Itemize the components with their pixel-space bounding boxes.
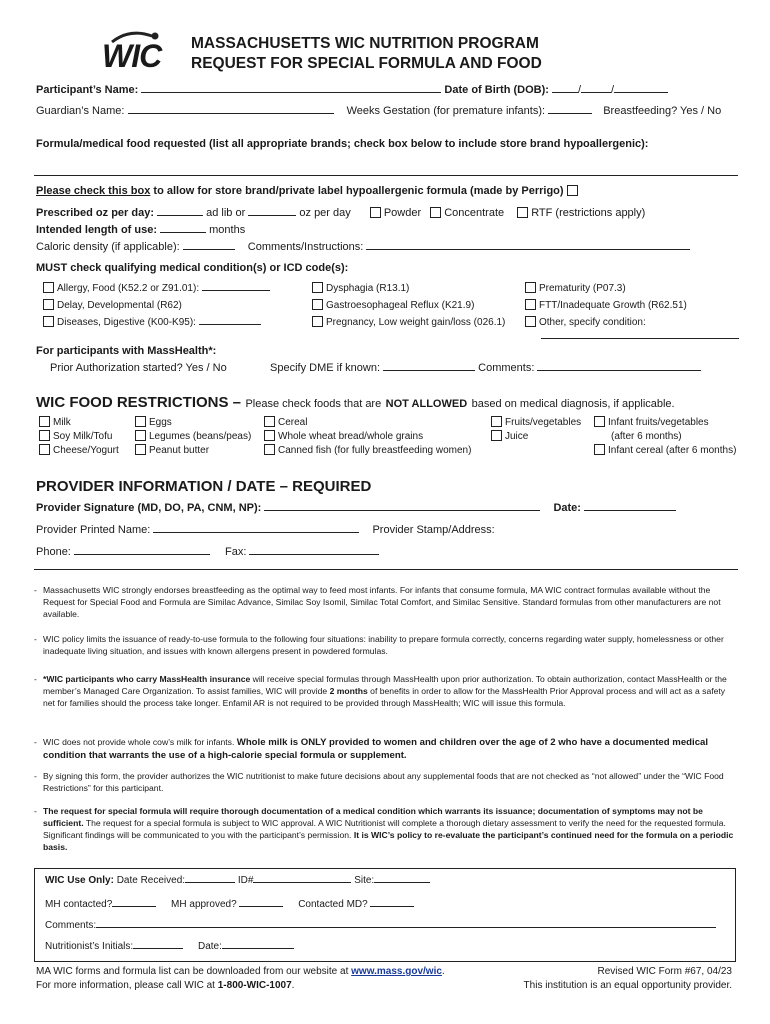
rtf-label: RTF (restrictions apply): [531, 207, 646, 219]
restriction-item: [135, 416, 251, 430]
condition-item: [312, 314, 505, 331]
provider-date-label: Date:: [553, 502, 581, 514]
restriction-checkbox[interactable]: [39, 444, 50, 455]
restriction-checkbox[interactable]: [39, 416, 50, 427]
restriction-label: Legumes (beans/peas): [149, 431, 252, 442]
store-brand-underlined: Please check this box: [36, 185, 151, 197]
comments-instructions-label: Comments/Instructions:: [247, 241, 364, 253]
fax-field[interactable]: [249, 553, 379, 555]
wic-website-link[interactable]: www.mass.gov/wic: [351, 966, 442, 977]
dme-field[interactable]: [383, 369, 475, 371]
mh-contacted-label: MH contacted?: [45, 899, 113, 910]
participant-row: [36, 84, 668, 96]
provider-signature-row: [36, 502, 676, 514]
restriction-label: Whole wheat bread/whole grains: [278, 431, 424, 442]
condition-label: FTT/Inadequate Growth (R62.51): [539, 300, 687, 311]
footer-period: .: [441, 966, 445, 977]
provider-phone-row: [36, 546, 379, 558]
id-field[interactable]: [253, 881, 351, 883]
restrictions-col4: [491, 416, 581, 444]
formula-requested-label: Formula/medical food requested (list all appropriate brands; check box below to include store brand hypoallergenic):: [36, 138, 649, 150]
restriction-label: Cheese/Yogurt: [53, 445, 119, 456]
store-brand-text: to allow for store brand/private label hypoallergenic formula (made by Perrigo): [153, 185, 564, 197]
provider-printed-row: [36, 524, 495, 536]
breastfeeding-question[interactable]: Breastfeeding? Yes / No: [603, 105, 722, 117]
condition-item: [525, 314, 687, 331]
wic-date-field[interactable]: [222, 947, 294, 949]
restriction-item: [594, 416, 736, 430]
masshealth-comments-label: Comments:: [478, 362, 535, 374]
restriction-checkbox[interactable]: [491, 416, 502, 427]
guardian-name-label: Guardian’s Name:: [36, 105, 125, 117]
conditions-col2: [312, 280, 505, 331]
restriction-item-subtext: [594, 430, 736, 444]
condition-item: [43, 297, 270, 314]
condition-label: Delay, Developmental (R62): [57, 300, 182, 311]
caloric-density-label: Caloric density (if applicable):: [36, 241, 180, 253]
conditions-col1: [43, 280, 270, 331]
digestive-field[interactable]: [199, 323, 261, 325]
wic-logo: [100, 26, 166, 72]
mh-contacted-field[interactable]: [112, 905, 156, 907]
provider-printed-field[interactable]: [153, 531, 359, 533]
note-text: WIC does not provide whole cow’s milk for infants.: [43, 737, 235, 747]
restriction-checkbox[interactable]: [491, 430, 502, 441]
note-rtf-policy: - WIC policy limits the issuance of ready-to-use formula to the following four situations: inability to prepare formula correctly, concerns regarding water supply, homelessness or other inadequate living situation, and issues with known allergens present in powdered formulas.: [34, 633, 734, 657]
note-text: The request for a special formula is subject to WIC approval. A WIC Nutritionist will complete a thorough dietary assessment to verify the need for the requested formula. Significant findings will be communicated to you with the participant’s permission.: [43, 818, 726, 840]
restriction-item: [491, 416, 581, 430]
wic-comments-label: Comments:: [45, 920, 97, 931]
condition-item: [525, 297, 687, 314]
condition-label: Other, specify condition:: [539, 317, 646, 328]
dob-day-field[interactable]: [581, 91, 611, 93]
intended-length-row: [36, 224, 245, 236]
condition-label: Diseases, Digestive (K00-K95):: [57, 317, 196, 328]
concentrate-checkbox[interactable]: [430, 207, 441, 218]
guardian-name-field[interactable]: [128, 112, 334, 114]
restriction-checkbox[interactable]: [135, 430, 146, 441]
restriction-label: Peanut butter: [149, 445, 210, 456]
restriction-label: Cereal: [278, 417, 308, 428]
formula-requested-field[interactable]: [34, 175, 738, 176]
note-bold: The request for special formula will require thorough documentation of a medical condition which warrants its issuance; documentation of symptoms may not be sufficient.: [43, 806, 703, 828]
condition-item: [312, 297, 505, 314]
condition-checkbox[interactable]: [525, 316, 536, 327]
ad-lib-field[interactable]: [157, 214, 203, 216]
initials-label: Nutritionist’s Initials:: [45, 941, 134, 952]
participant-name-label: Participant’s Name:: [36, 84, 139, 96]
restrictions-col1: [39, 416, 119, 458]
note-text: will receive special formulas through MassHealth upon prior authorization. To obtain authorization, contact MassHealth or the member’s Managed Care Organization. To assist families, WIC will provide: [43, 674, 727, 696]
condition-checkbox[interactable]: [525, 282, 536, 293]
months-label: months: [209, 224, 246, 236]
restriction-checkbox[interactable]: [135, 416, 146, 427]
logo-text: WIC: [102, 38, 162, 74]
id-label: ID#: [237, 875, 254, 886]
caloric-density-field[interactable]: [183, 248, 235, 250]
rtf-checkbox[interactable]: [517, 207, 528, 218]
oz-per-day-field[interactable]: [248, 214, 296, 216]
restriction-item: [135, 430, 251, 444]
condition-label: Prematurity (P07.3): [539, 283, 626, 294]
restriction-item: [39, 444, 119, 458]
restriction-checkbox[interactable]: [594, 416, 605, 427]
footer-download: [36, 966, 445, 977]
wic-date-label: Date:: [197, 941, 222, 952]
allergy-field[interactable]: [202, 289, 270, 291]
note-breastfeeding: - Massachusetts WIC strongly endorses breastfeeding as the optimal way to feed most infants. For infants that consume formula, MA WIC contract formulas available without the Request for Special Food and Formula are Similac Advance, Similac Soy Isomil, Similac Total Comfort, and Similac Sensitive. Standard formulas from other manufacturers are not available.: [34, 584, 734, 620]
provider-stamp-label: Provider Stamp/Address:: [372, 524, 495, 536]
restrictions-instr: Please check foods that are: [245, 398, 382, 410]
restriction-item: [264, 430, 471, 444]
restriction-item: [264, 416, 471, 430]
footer-text: For more information, please call WIC at: [36, 980, 215, 991]
masshealth-heading: For participants with MassHealth*:: [36, 345, 217, 357]
wic-use-row4: [45, 941, 294, 952]
note-text: of benefits in order to allow for the MassHealth Prior Approval process and will act as a safety net for families should the process take longer. Enfamil AR is not required to be provided through MassHealth; WIC will issue this formula.: [43, 686, 726, 708]
provider-signature-field[interactable]: [264, 509, 540, 511]
restriction-item: [135, 444, 251, 458]
dob-label: Date of Birth (DOB):: [444, 84, 549, 96]
fax-label: Fax:: [225, 546, 247, 558]
mh-approved-label: MH approved?: [171, 899, 237, 910]
dob-month-field[interactable]: [552, 91, 578, 93]
condition-label: Gastroesophageal Reflux (K21.9): [326, 300, 475, 311]
divider: [34, 569, 738, 570]
prior-auth-question[interactable]: Prior Authorization started? Yes / No: [50, 362, 227, 374]
md-contacted-label: Contacted MD?: [298, 899, 368, 910]
masshealth-dme-row: [270, 362, 701, 374]
form-title-line1: MASSACHUSETTS WIC NUTRITION PROGRAM: [191, 35, 539, 52]
participant-name-field[interactable]: [141, 91, 441, 93]
guardian-row: [36, 105, 721, 117]
note-text: Massachusetts WIC strongly endorses breastfeeding as the optimal way to feed most infants. For infants that consume formula, MA WIC contract formulas available without the Request for Special Food and Formula are Similac Advance, Similac Soy Isomil, Similac Total Comfort, and Similac Sensitive. Standard formulas from other manufacturers are not available.: [43, 585, 721, 619]
dme-label: Specify DME if known:: [270, 362, 381, 374]
footer-period: .: [291, 980, 295, 991]
site-label: Site:: [354, 875, 375, 886]
wic-use-heading: WIC Use Only:: [45, 875, 114, 886]
conditions-col3: [525, 280, 687, 331]
restriction-checkbox[interactable]: [264, 430, 275, 441]
restrictions-heading-row: [36, 394, 675, 412]
restriction-checkbox[interactable]: [264, 444, 275, 455]
note-documentation: - The request for special formula will require thorough documentation of a medical condition which warrants its issuance; documentation of symptoms may not be sufficient. The request for a special formula is subject to WIC approval. A WIC Nutritionist will complete a thorough dietary assessment to verify the need for the requested formula. Significant findings will be communicated to you with the participant’s permission. It is WIC’s policy to re-evaluate the participant’s continued need for the formula on a periodic basis.: [34, 806, 734, 852]
footer-text: MA WIC forms and formula list can be downloaded from our website at: [36, 966, 349, 977]
ad-lib-label: ad lib or: [206, 207, 246, 219]
footer-equal-opportunity: This institution is an equal opportunity provider.: [523, 980, 732, 991]
prescribed-oz-label: Prescribed oz per day:: [36, 207, 154, 219]
condition-checkbox[interactable]: [312, 316, 323, 327]
condition-label: Pregnancy, Low weight gain/loss (026.1): [326, 317, 506, 328]
wic-use-row2: [45, 899, 414, 910]
restriction-item: [594, 444, 736, 458]
restriction-checkbox[interactable]: [39, 430, 50, 441]
prescribed-row: [36, 207, 645, 219]
condition-item: [43, 314, 270, 331]
provider-date-field[interactable]: [584, 509, 676, 511]
restrictions-instr-post: based on medical diagnosis, if applicable.: [471, 398, 675, 410]
restriction-label: Fruits/vegetables: [505, 417, 582, 428]
mh-approved-field[interactable]: [239, 905, 283, 907]
phone-field[interactable]: [74, 553, 210, 555]
other-condition-field[interactable]: [541, 338, 739, 339]
note-authorization: - By signing this form, the provider authorizes the WIC nutritionist to make future decisions about any supplemental foods that are not checked as “not allowed” under the “WIC Food Restrictions” for this participant.: [34, 770, 734, 794]
provider-signature-label: Provider Signature (MD, DO, PA, CNM, NP):: [36, 502, 262, 514]
weeks-gestation-label: Weeks Gestation (for premature infants):: [346, 105, 546, 117]
date-received-field[interactable]: [185, 881, 235, 883]
condition-label: Allergy, Food (K52.2 or Z91.01):: [57, 283, 200, 294]
initials-field[interactable]: [133, 947, 183, 949]
note-masshealth: - *WIC participants who carry MassHealth insurance will receive special formulas through MassHealth upon prior authorization. To obtain authorization, contact MassHealth or the member’s Managed Care Organization. To assist families, WIC will provide 2 months of benefits in order to allow for the MassHealth Prior Approval process and will act as a safety net for families should the process take longer. Enfamil AR is not required to be provided through MassHealth; WIC will issue this formula.: [34, 674, 727, 708]
note-bold: Whole milk is ONLY provided to women and children over the age of 2 who have a documented medical condition that warrants the use of a high-calorie special formula or supplement.: [43, 737, 709, 761]
provider-heading: PROVIDER INFORMATION / DATE – REQUIRED: [36, 478, 372, 495]
intended-length-field[interactable]: [160, 231, 206, 233]
condition-item: [312, 280, 505, 297]
condition-checkbox[interactable]: [312, 282, 323, 293]
restriction-item: [264, 444, 471, 458]
date-received-label: Date Received:: [116, 875, 186, 886]
form-title-line2: REQUEST FOR SPECIAL FORMULA AND FOOD: [191, 55, 542, 72]
condition-checkbox[interactable]: [525, 299, 536, 310]
concentrate-label: Concentrate: [444, 207, 505, 219]
restriction-label: Canned fish (for fully breastfeeding women): [278, 445, 472, 456]
condition-checkbox[interactable]: [43, 316, 54, 327]
note-bold: 2 months: [329, 686, 368, 696]
powder-checkbox[interactable]: [370, 207, 381, 218]
phone-label: Phone:: [36, 546, 71, 558]
restriction-label: Infant cereal (after 6 months): [608, 445, 737, 456]
restriction-checkbox[interactable]: [594, 444, 605, 455]
caloric-row: [36, 241, 690, 253]
restriction-checkbox[interactable]: [135, 444, 146, 455]
note-text: By signing this form, the provider authorizes the WIC nutritionist to make future decisions about any supplemental foods that are not checked as “not allowed” under the “WIC Food Restrictions” for this participant.: [43, 771, 724, 793]
note-whole-milk: - WIC does not provide whole cow’s milk for infants. Whole milk is ONLY provided to women and children over the age of 2 who have a documented medical condition that warrants the use of a high-calorie special formula or supplement.: [34, 737, 709, 761]
restriction-label: Milk: [53, 417, 71, 428]
md-contacted-field[interactable]: [370, 905, 414, 907]
restriction-label: Juice: [505, 431, 529, 442]
weeks-gestation-field[interactable]: [548, 112, 592, 114]
restrictions-heading: WIC FOOD RESTRICTIONS –: [36, 394, 242, 411]
masshealth-comments-field[interactable]: [537, 369, 701, 371]
dob-separator: /: [577, 84, 582, 96]
condition-item: [525, 280, 687, 297]
dob-separator: /: [611, 84, 615, 96]
restriction-label: Soy Milk/Tofu: [53, 431, 113, 442]
restriction-label: Eggs: [149, 417, 172, 428]
restrictions-not-allowed: NOT ALLOWED: [385, 398, 468, 410]
wic-comments-field[interactable]: [96, 926, 716, 928]
conditions-heading: MUST check qualifying medical condition(s) or ICD code(s):: [36, 262, 349, 274]
restriction-item: [491, 430, 581, 444]
restriction-item: [39, 430, 119, 444]
powder-label: Powder: [383, 207, 422, 219]
dob-year-field[interactable]: [614, 91, 668, 93]
provider-printed-label: Provider Printed Name:: [36, 524, 151, 536]
note-bold: *WIC participants who carry MassHealth insurance: [43, 674, 251, 684]
footer-revised: Revised WIC Form #67, 04/23: [597, 966, 732, 977]
store-brand-row: [36, 185, 581, 197]
wic-use-row3: [45, 920, 716, 931]
footer-info: [36, 980, 294, 991]
restrictions-col3: [264, 416, 471, 458]
restriction-checkbox[interactable]: [264, 416, 275, 427]
wic-phone-number: 1-800-WIC-1007: [217, 980, 292, 991]
intended-length-label: Intended length of use:: [36, 224, 157, 236]
restriction-item: [39, 416, 119, 430]
comments-instructions-field[interactable]: [366, 248, 690, 250]
restrictions-col5: [594, 416, 736, 458]
condition-label: Dysphagia (R13.1): [326, 283, 410, 294]
oz-per-day-label: oz per day: [299, 207, 351, 219]
restrictions-col2: [135, 416, 251, 458]
condition-checkbox[interactable]: [312, 299, 323, 310]
wic-use-only-box: [34, 868, 736, 962]
store-brand-checkbox[interactable]: [567, 185, 578, 196]
wic-use-row1: [45, 875, 430, 886]
condition-checkbox[interactable]: [43, 299, 54, 310]
note-text: WIC policy limits the issuance of ready-to-use formula to the following four situations: inability to prepare formula correctly, concerns regarding water supply, homelessness or other inadequate living situation, and issues with known allergens present in powdered formulas.: [43, 634, 724, 656]
condition-checkbox[interactable]: [43, 282, 54, 293]
site-field[interactable]: [374, 881, 430, 883]
restriction-label: (after 6 months): [611, 431, 682, 442]
condition-item: [43, 280, 270, 297]
restriction-label: Infant fruits/vegetables: [608, 417, 709, 428]
note-bold: It is WIC’s policy to re-evaluate the participant’s continued need for the formula on a periodic basis.: [43, 830, 734, 852]
